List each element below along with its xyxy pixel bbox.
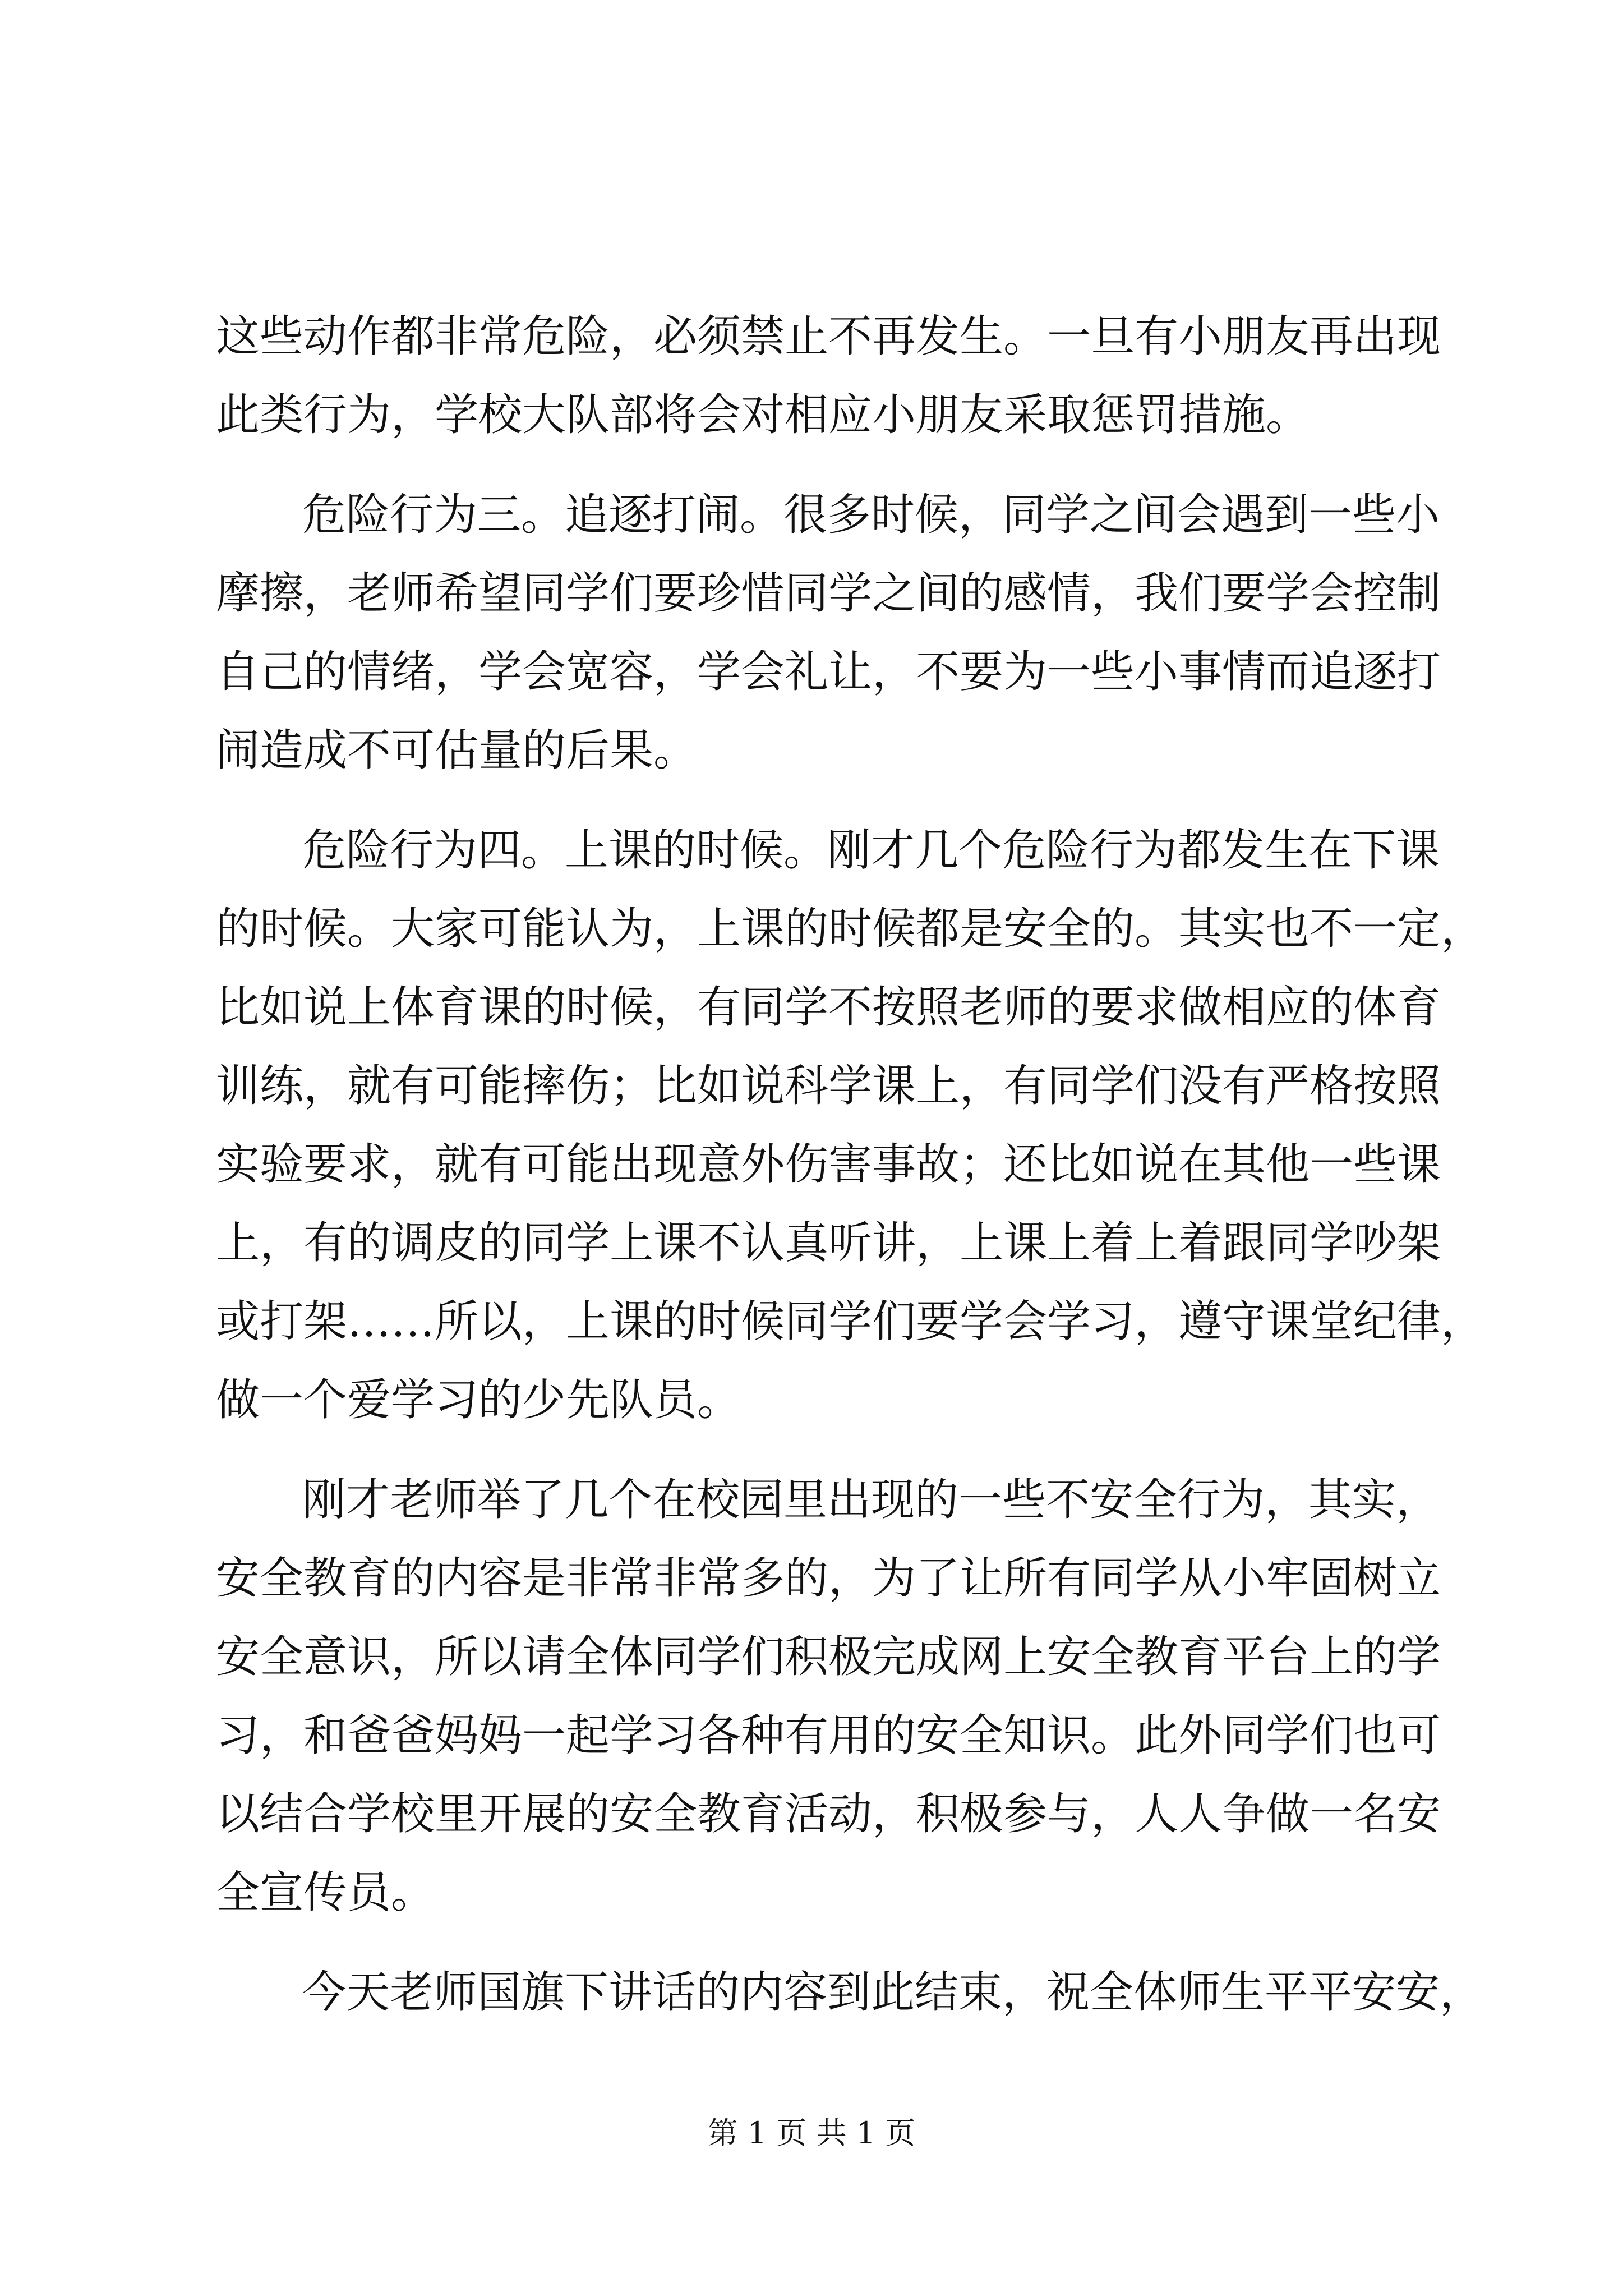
paragraph-4 (216, 1461, 1441, 1932)
text-line: 安全意识，所以请全体同学们积极完成网上安全教育平台上的学 (216, 1632, 1441, 1682)
text-line: 上，有的调皮的同学上课不认真听讲，上课上着上着跟同学吵架 (216, 1218, 1441, 1268)
text-line: 刚才老师举了几个在校园里出现的一些不安全行为，其实， (302, 1475, 1440, 1525)
paragraph-1 (216, 297, 1441, 454)
paragraph-3 (216, 811, 1485, 1439)
text-line: 习，和爸爸妈妈一起学习各种有用的安全知识。此外同学们也可 (216, 1710, 1441, 1761)
text-line: 比如说上体育课的时候，有同学不按照老师的要求做相应的体育 (216, 982, 1441, 1033)
text-line: 闹造成不可估量的后果。 (216, 725, 698, 776)
text-line: 全宣传员。 (216, 1867, 435, 1918)
paragraph-5 (216, 1953, 1484, 2032)
text-line: 摩擦，老师希望同学们要珍惜同学之间的感情，我们要学会控制 (216, 568, 1441, 619)
text-line: 危险行为四。上课的时候。刚才几个危险行为都发生在下课 (302, 825, 1440, 876)
text-line: 今天老师国旗下讲话的内容到此结束，祝全体师生平平安安， (302, 1967, 1484, 2018)
text-line: 或打架……所以，上课的时候同学们要学会学习，遵守课堂纪律， (216, 1296, 1485, 1347)
page-number-footer: 第 1 页 共 1 页 (707, 2115, 916, 2151)
paragraph-2 (216, 476, 1441, 790)
text-line: 的时候。大家可能认为，上课的时候都是安全的。其实也不一定， (216, 904, 1485, 954)
text-line: 安全教育的内容是非常非常多的，为了让所有同学从小牢固树立 (216, 1553, 1441, 1604)
text-line: 此类行为，学校大队部将会对相应小朋友采取惩罚措施。 (216, 390, 1310, 440)
text-line: 做一个爱学习的少先队员。 (216, 1375, 741, 1425)
text-line: 实验要求，就有可能出现意外伤害事故；还比如说在其他一些课 (216, 1139, 1441, 1190)
text-line: 危险行为三。追逐打闹。很多时候，同学之间会遇到一些小 (302, 490, 1440, 540)
text-line: 自己的情绪，学会宽容，学会礼让，不要为一些小事情而追逐打 (216, 647, 1441, 697)
text-line: 训练，就有可能摔伤；比如说科学课上，有同学们没有严格按照 (216, 1061, 1441, 1111)
document-body (216, 297, 1485, 2032)
text-line: 以结合学校里开展的安全教育活动，积极参与，人人争做一名安 (216, 1789, 1441, 1839)
text-line: 这些动作都非常危险，必须禁止不再发生。一旦有小朋友再出现 (216, 311, 1441, 362)
